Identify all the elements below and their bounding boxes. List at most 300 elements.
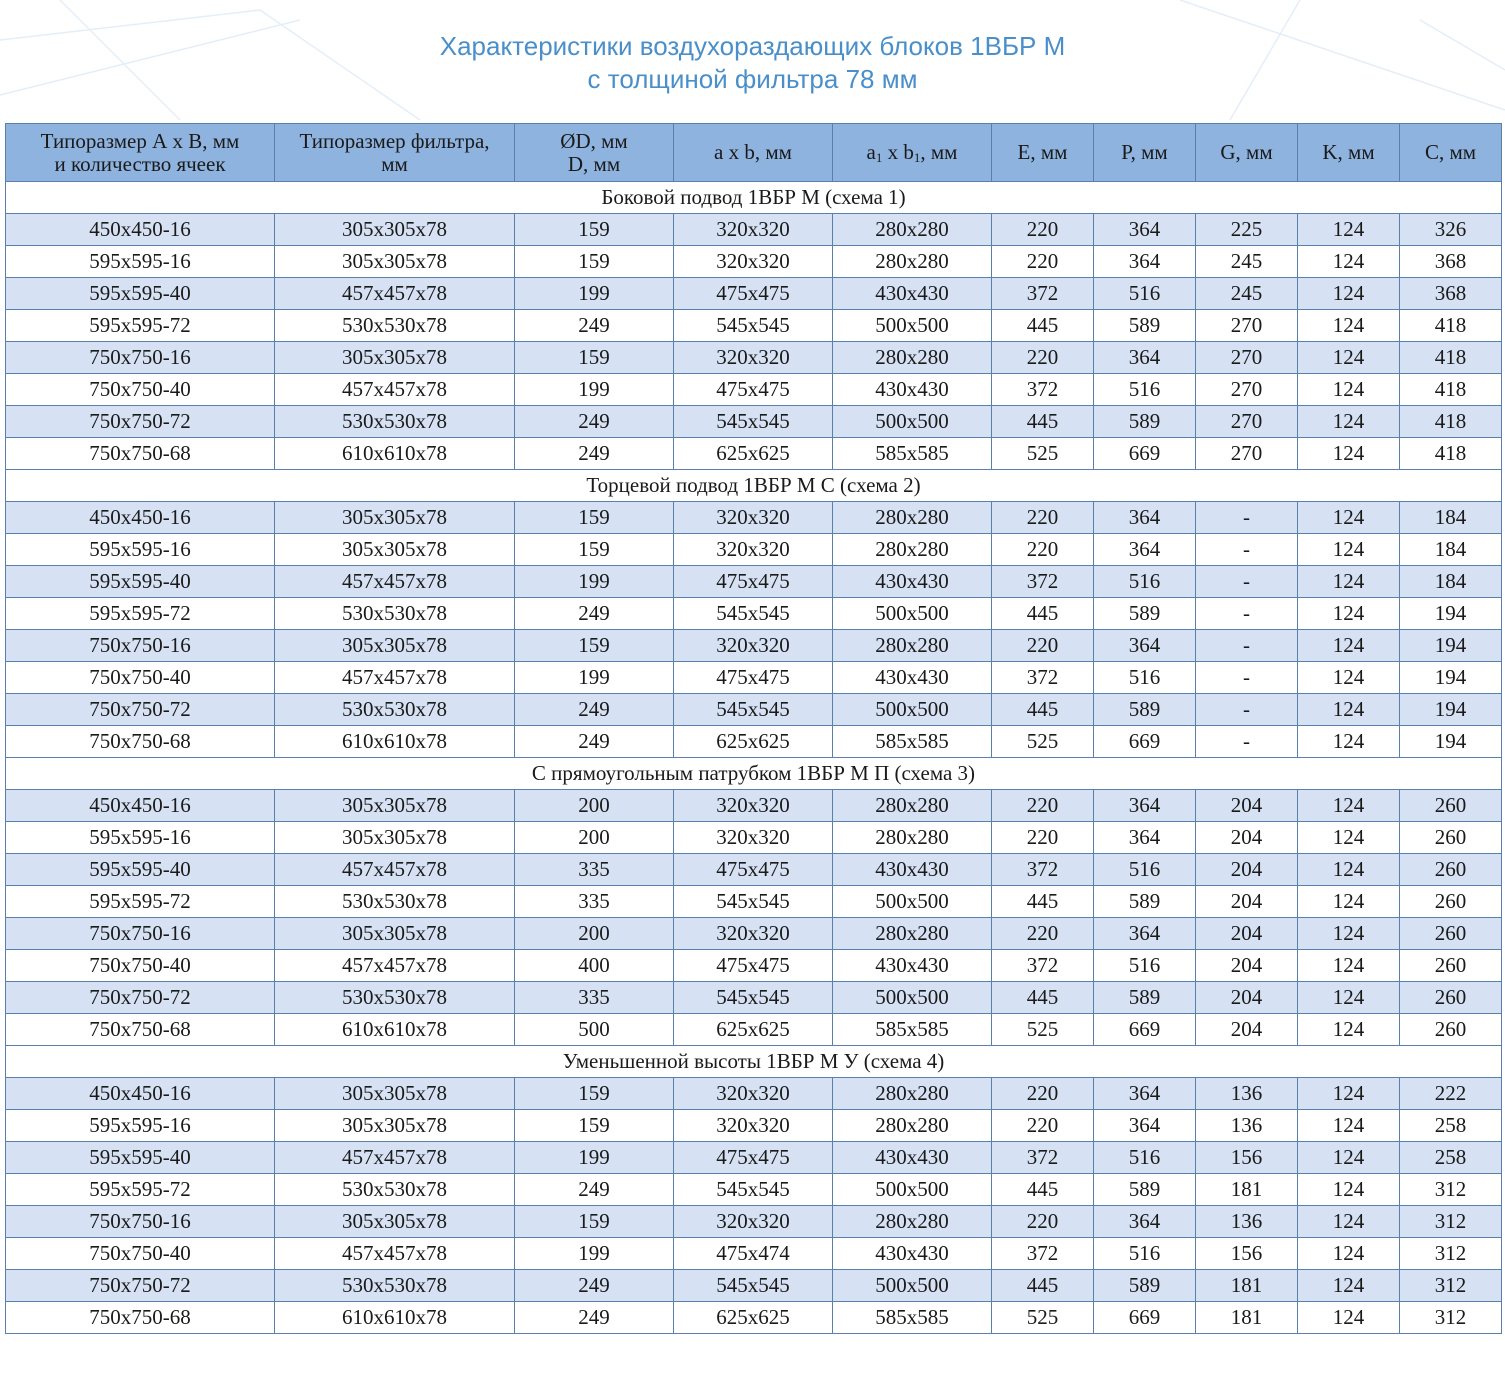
table-row <box>6 630 1502 662</box>
table-cell: 320x320 <box>674 1110 833 1142</box>
table-cell: 124 <box>1298 598 1400 630</box>
table-cell: 430x430 <box>833 278 992 310</box>
header-size-line-2: и количество ячеек <box>54 151 226 176</box>
table-cell: 124 <box>1298 1302 1400 1334</box>
header-e: E, мм <box>992 124 1094 182</box>
table-cell: 430x430 <box>833 950 992 982</box>
table-cell: 595x595-40 <box>6 278 275 310</box>
table-row <box>6 1206 1502 1238</box>
table-cell: 220 <box>992 1206 1094 1238</box>
table-cell: 430x430 <box>833 662 992 694</box>
table-cell: 530x530x78 <box>275 694 515 726</box>
table-cell: 305x305x78 <box>275 790 515 822</box>
table-cell: 270 <box>1196 406 1298 438</box>
table-row <box>6 406 1502 438</box>
table-cell: 320x320 <box>674 342 833 374</box>
table-row <box>6 534 1502 566</box>
table-cell: 500x500 <box>833 886 992 918</box>
table-cell: 260 <box>1400 790 1502 822</box>
table-cell: 159 <box>515 630 674 662</box>
header-b1-sub: 1 <box>913 150 921 165</box>
table-cell: 305x305x78 <box>275 630 515 662</box>
table-cell: 364 <box>1094 630 1196 662</box>
table-cell: 181 <box>1196 1270 1298 1302</box>
table-cell: 260 <box>1400 1014 1502 1046</box>
table-cell: 516 <box>1094 566 1196 598</box>
table-cell: 124 <box>1298 694 1400 726</box>
table-cell: 516 <box>1094 1238 1196 1270</box>
table-row <box>6 310 1502 342</box>
table-cell: 418 <box>1400 342 1502 374</box>
section-title: Торцевой подвод 1ВБР М С (схема 2) <box>6 470 1502 502</box>
table-cell: 445 <box>992 982 1094 1014</box>
table-cell: 457x457x78 <box>275 278 515 310</box>
table-cell: 249 <box>515 406 674 438</box>
table-cell: 305x305x78 <box>275 502 515 534</box>
table-cell: 220 <box>992 214 1094 246</box>
table-cell: 500x500 <box>833 1270 992 1302</box>
table-cell: 372 <box>992 1142 1094 1174</box>
table-cell: 750x750-40 <box>6 662 275 694</box>
table-cell: 305x305x78 <box>275 1206 515 1238</box>
table-cell: 457x457x78 <box>275 566 515 598</box>
table-cell: 225 <box>1196 214 1298 246</box>
header-a1-x-b1 <box>833 124 992 182</box>
table-cell: 430x430 <box>833 374 992 406</box>
table-cell: 750x750-72 <box>6 694 275 726</box>
table-cell: 124 <box>1298 566 1400 598</box>
table-cell: 280x280 <box>833 1206 992 1238</box>
table-cell: 280x280 <box>833 246 992 278</box>
table-cell: 124 <box>1298 1078 1400 1110</box>
table-cell: 372 <box>992 662 1094 694</box>
table-cell: 258 <box>1400 1142 1502 1174</box>
table-cell: 530x530x78 <box>275 886 515 918</box>
table-cell: 372 <box>992 950 1094 982</box>
table-row <box>6 438 1502 470</box>
table-cell: 364 <box>1094 1206 1196 1238</box>
table-cell: 124 <box>1298 790 1400 822</box>
table-cell: 595x595-40 <box>6 854 275 886</box>
table-cell: 364 <box>1094 790 1196 822</box>
table-cell: 530x530x78 <box>275 406 515 438</box>
table-cell: 260 <box>1400 950 1502 982</box>
table-cell: 249 <box>515 310 674 342</box>
table-cell: 589 <box>1094 694 1196 726</box>
table-cell: 220 <box>992 822 1094 854</box>
table-row <box>6 342 1502 374</box>
table-cell: 159 <box>515 534 674 566</box>
table-cell: 280x280 <box>833 630 992 662</box>
title-line-1: Характеристики воздухораздающих блоков 1ВБР М <box>439 31 1066 61</box>
table-cell: 595x595-40 <box>6 566 275 598</box>
table-cell: 545x545 <box>674 1270 833 1302</box>
table-row <box>6 1142 1502 1174</box>
table-cell: 372 <box>992 1238 1094 1270</box>
table-cell: 249 <box>515 1302 674 1334</box>
table-cell: 750x750-72 <box>6 1270 275 1302</box>
table-cell: 270 <box>1196 310 1298 342</box>
table-cell: 372 <box>992 566 1094 598</box>
table-cell: 199 <box>515 1238 674 1270</box>
table-cell: 364 <box>1094 502 1196 534</box>
table-cell: 475x475 <box>674 854 833 886</box>
table-cell: 516 <box>1094 950 1196 982</box>
table-cell: 204 <box>1196 854 1298 886</box>
table-cell: 320x320 <box>674 502 833 534</box>
table-cell: 430x430 <box>833 566 992 598</box>
table-body <box>6 182 1502 1334</box>
table-cell: 545x545 <box>674 886 833 918</box>
table-cell: 204 <box>1196 982 1298 1014</box>
table-cell: 200 <box>515 918 674 950</box>
table-cell: 124 <box>1298 1238 1400 1270</box>
table-cell: 260 <box>1400 822 1502 854</box>
table-cell: 220 <box>992 790 1094 822</box>
table-cell: 326 <box>1400 214 1502 246</box>
table-cell: 280x280 <box>833 822 992 854</box>
table-cell: 364 <box>1094 822 1196 854</box>
table-cell: 280x280 <box>833 502 992 534</box>
table-cell: 312 <box>1400 1174 1502 1206</box>
table-cell: 159 <box>515 214 674 246</box>
table-cell: 610x610x78 <box>275 438 515 470</box>
table-cell: 124 <box>1298 854 1400 886</box>
table-cell: 368 <box>1400 246 1502 278</box>
table-row <box>6 662 1502 694</box>
title-line-2: с толщиной фильтра 78 мм <box>587 64 918 94</box>
table-cell: 525 <box>992 1014 1094 1046</box>
table-cell: 320x320 <box>674 534 833 566</box>
table-cell: 669 <box>1094 438 1196 470</box>
table-cell: 500x500 <box>833 1174 992 1206</box>
table-cell: 124 <box>1298 886 1400 918</box>
table-cell: 270 <box>1196 438 1298 470</box>
table-cell: 194 <box>1400 694 1502 726</box>
header-filter-line-1: Типоразмер фильтра, <box>299 128 490 153</box>
table-cell: 305x305x78 <box>275 1078 515 1110</box>
table-cell: 457x457x78 <box>275 374 515 406</box>
table-cell: 364 <box>1094 342 1196 374</box>
table-cell: 750x750-72 <box>6 982 275 1014</box>
table-cell: 124 <box>1298 1270 1400 1302</box>
table-cell: 475x475 <box>674 1142 833 1174</box>
table-cell: 184 <box>1400 534 1502 566</box>
header-a1-a: a <box>866 140 876 164</box>
table-cell: 750x750-68 <box>6 1014 275 1046</box>
table-cell: 305x305x78 <box>275 1110 515 1142</box>
table-row <box>6 982 1502 1014</box>
table-cell: 475x475 <box>674 662 833 694</box>
table-cell: 159 <box>515 342 674 374</box>
table-cell: 220 <box>992 246 1094 278</box>
table-cell: 305x305x78 <box>275 246 515 278</box>
table-cell: 475x475 <box>674 278 833 310</box>
page-title <box>0 30 1505 96</box>
table-cell: 516 <box>1094 374 1196 406</box>
table-cell: 199 <box>515 278 674 310</box>
table-cell: 124 <box>1298 502 1400 534</box>
table-cell: 500x500 <box>833 598 992 630</box>
table-cell: 335 <box>515 886 674 918</box>
header-diameter <box>515 124 674 182</box>
table-cell: 199 <box>515 1142 674 1174</box>
table-cell: 457x457x78 <box>275 854 515 886</box>
table-cell: 364 <box>1094 1110 1196 1142</box>
table-cell: - <box>1196 630 1298 662</box>
table-cell: 589 <box>1094 982 1196 1014</box>
table-cell: 320x320 <box>674 1206 833 1238</box>
table-cell: 124 <box>1298 1110 1400 1142</box>
table-cell: 305x305x78 <box>275 918 515 950</box>
table-cell: 372 <box>992 278 1094 310</box>
table-cell: 669 <box>1094 1302 1196 1334</box>
table-cell: 457x457x78 <box>275 1142 515 1174</box>
table-cell: 280x280 <box>833 1110 992 1142</box>
table-cell: 595x595-16 <box>6 246 275 278</box>
table-cell: 249 <box>515 438 674 470</box>
table-cell: 220 <box>992 1110 1094 1142</box>
table-cell: 245 <box>1196 278 1298 310</box>
table-cell: 589 <box>1094 406 1196 438</box>
table-row <box>6 822 1502 854</box>
table-cell: 610x610x78 <box>275 1302 515 1334</box>
table-cell: 249 <box>515 1174 674 1206</box>
table-cell: - <box>1196 502 1298 534</box>
table-cell: 124 <box>1298 374 1400 406</box>
table-cell: 124 <box>1298 1174 1400 1206</box>
table-cell: 450x450-16 <box>6 502 275 534</box>
table-cell: 156 <box>1196 1142 1298 1174</box>
table-cell: 312 <box>1400 1206 1502 1238</box>
table-cell: 625x625 <box>674 438 833 470</box>
table-cell: 159 <box>515 1206 674 1238</box>
table-cell: 625x625 <box>674 1014 833 1046</box>
table-cell: 500 <box>515 1014 674 1046</box>
table-cell: 750x750-16 <box>6 342 275 374</box>
table-cell: 589 <box>1094 310 1196 342</box>
table-cell: 124 <box>1298 278 1400 310</box>
header-diameter-line-2: D, мм <box>567 151 621 176</box>
table-cell: 445 <box>992 886 1094 918</box>
table-cell: 750x750-40 <box>6 950 275 982</box>
table-cell: 457x457x78 <box>275 950 515 982</box>
table-cell: 280x280 <box>833 342 992 374</box>
table-cell: 669 <box>1094 1014 1196 1046</box>
table-cell: 124 <box>1298 310 1400 342</box>
table-cell: 204 <box>1196 950 1298 982</box>
table-cell: 525 <box>992 438 1094 470</box>
header-diameter-line-1: ØD, мм <box>560 128 628 153</box>
table-cell: 610x610x78 <box>275 726 515 758</box>
table-cell: - <box>1196 694 1298 726</box>
table-cell: 750x750-68 <box>6 1302 275 1334</box>
table-cell: 124 <box>1298 1014 1400 1046</box>
table-cell: 445 <box>992 1270 1094 1302</box>
table-cell: 625x625 <box>674 1302 833 1334</box>
table-cell: 595x595-72 <box>6 886 275 918</box>
table-cell: 364 <box>1094 534 1196 566</box>
table-cell: 320x320 <box>674 1078 833 1110</box>
table-cell: 450x450-16 <box>6 790 275 822</box>
table-cell: 200 <box>515 790 674 822</box>
table-cell: 750x750-68 <box>6 438 275 470</box>
header-size <box>6 124 275 182</box>
table-cell: 194 <box>1400 726 1502 758</box>
table-cell: 280x280 <box>833 214 992 246</box>
table-cell: 220 <box>992 1078 1094 1110</box>
table-row <box>6 1014 1502 1046</box>
table-cell: 280x280 <box>833 534 992 566</box>
table-cell: 430x430 <box>833 854 992 886</box>
table-cell: 750x750-16 <box>6 1206 275 1238</box>
table-cell: 124 <box>1298 918 1400 950</box>
table-cell: 312 <box>1400 1238 1502 1270</box>
table-cell: 530x530x78 <box>275 310 515 342</box>
table-cell: 364 <box>1094 1078 1196 1110</box>
table-cell: 124 <box>1298 438 1400 470</box>
table-cell: 750x750-72 <box>6 406 275 438</box>
table-cell: 418 <box>1400 438 1502 470</box>
table-cell: 136 <box>1196 1078 1298 1110</box>
table-row <box>6 1270 1502 1302</box>
table-cell: 545x545 <box>674 982 833 1014</box>
table-cell: 475x474 <box>674 1238 833 1270</box>
header-p: P, мм <box>1094 124 1196 182</box>
table-cell: 156 <box>1196 1238 1298 1270</box>
table-cell: 184 <box>1400 502 1502 534</box>
section-title: Уменьшенной высоты 1ВБР М У (схема 4) <box>6 1046 1502 1078</box>
table-cell: 260 <box>1400 886 1502 918</box>
table-cell: 430x430 <box>833 1142 992 1174</box>
table-cell: 475x475 <box>674 566 833 598</box>
table-cell: 220 <box>992 342 1094 374</box>
table-cell: 418 <box>1400 406 1502 438</box>
table-cell: 430x430 <box>833 1238 992 1270</box>
table-row <box>6 214 1502 246</box>
table-cell: 418 <box>1400 310 1502 342</box>
table-cell: 194 <box>1400 630 1502 662</box>
table-cell: 194 <box>1400 598 1502 630</box>
table-cell: - <box>1196 662 1298 694</box>
table-cell: 312 <box>1400 1302 1502 1334</box>
table-cell: 445 <box>992 310 1094 342</box>
table-cell: 545x545 <box>674 1174 833 1206</box>
table-cell: 335 <box>515 982 674 1014</box>
table-cell: 204 <box>1196 1014 1298 1046</box>
table-cell: 500x500 <box>833 694 992 726</box>
table-cell: 124 <box>1298 342 1400 374</box>
table-cell: 457x457x78 <box>275 662 515 694</box>
table-cell: 457x457x78 <box>275 1238 515 1270</box>
table-cell: - <box>1196 566 1298 598</box>
header-k: K, мм <box>1298 124 1400 182</box>
table-cell: 124 <box>1298 630 1400 662</box>
table-cell: 270 <box>1196 342 1298 374</box>
table-row <box>6 854 1502 886</box>
table-row <box>6 566 1502 598</box>
table-cell: 595x595-40 <box>6 1142 275 1174</box>
table-row <box>6 246 1502 278</box>
table-row <box>6 918 1502 950</box>
table-cell: 124 <box>1298 950 1400 982</box>
table-cell: 516 <box>1094 854 1196 886</box>
table-cell: 516 <box>1094 278 1196 310</box>
table-cell: 249 <box>515 598 674 630</box>
table-cell: 372 <box>992 854 1094 886</box>
header-g: G, мм <box>1196 124 1298 182</box>
table-cell: 204 <box>1196 790 1298 822</box>
table-cell: 589 <box>1094 598 1196 630</box>
header-c: C, мм <box>1400 124 1502 182</box>
header-filter-line-2: мм <box>381 151 408 176</box>
table-cell: 199 <box>515 374 674 406</box>
table-cell: 364 <box>1094 214 1196 246</box>
section-title: С прямоугольным патрубком 1ВБР М П (схема 3) <box>6 758 1502 790</box>
table-cell: 445 <box>992 598 1094 630</box>
table-cell: 545x545 <box>674 406 833 438</box>
table-cell: - <box>1196 598 1298 630</box>
table-cell: 595x595-72 <box>6 1174 275 1206</box>
table-cell: 595x595-72 <box>6 310 275 342</box>
table-cell: 445 <box>992 1174 1094 1206</box>
table-row <box>6 694 1502 726</box>
table-cell: 450x450-16 <box>6 214 275 246</box>
table-cell: 220 <box>992 918 1094 950</box>
table-row <box>6 278 1502 310</box>
table-cell: 124 <box>1298 246 1400 278</box>
table-cell: 595x595-16 <box>6 1110 275 1142</box>
table-cell: 320x320 <box>674 918 833 950</box>
header-a-x-b: a x b, мм <box>674 124 833 182</box>
table-cell: 595x595-16 <box>6 822 275 854</box>
header-a1-sub: 1 <box>875 150 883 165</box>
table-cell: 530x530x78 <box>275 598 515 630</box>
table-cell: 335 <box>515 854 674 886</box>
table-cell: 249 <box>515 694 674 726</box>
table-row <box>6 502 1502 534</box>
table-cell: 159 <box>515 1110 674 1142</box>
table-cell: 305x305x78 <box>275 534 515 566</box>
table-row <box>6 1238 1502 1270</box>
table-cell: 320x320 <box>674 790 833 822</box>
table-cell: 124 <box>1298 822 1400 854</box>
table-cell: 595x595-72 <box>6 598 275 630</box>
table-cell: 312 <box>1400 1270 1502 1302</box>
table-cell: 159 <box>515 502 674 534</box>
section-row <box>6 182 1502 214</box>
table-cell: 750x750-40 <box>6 1238 275 1270</box>
table-cell: 500x500 <box>833 406 992 438</box>
table-cell: 199 <box>515 566 674 598</box>
table-row <box>6 886 1502 918</box>
table-cell: 516 <box>1094 1142 1196 1174</box>
table-row <box>6 950 1502 982</box>
table-cell: - <box>1196 534 1298 566</box>
table-cell: 364 <box>1094 918 1196 950</box>
table-row <box>6 1110 1502 1142</box>
table-cell: 181 <box>1196 1174 1298 1206</box>
table-cell: 270 <box>1196 374 1298 406</box>
table-cell: 258 <box>1400 1110 1502 1142</box>
table-cell: 124 <box>1298 214 1400 246</box>
table-cell: 124 <box>1298 534 1400 566</box>
table-cell: 445 <box>992 694 1094 726</box>
table-cell: 585x585 <box>833 1302 992 1334</box>
table-cell: 750x750-40 <box>6 374 275 406</box>
table-cell: 516 <box>1094 662 1196 694</box>
table-cell: 220 <box>992 534 1094 566</box>
